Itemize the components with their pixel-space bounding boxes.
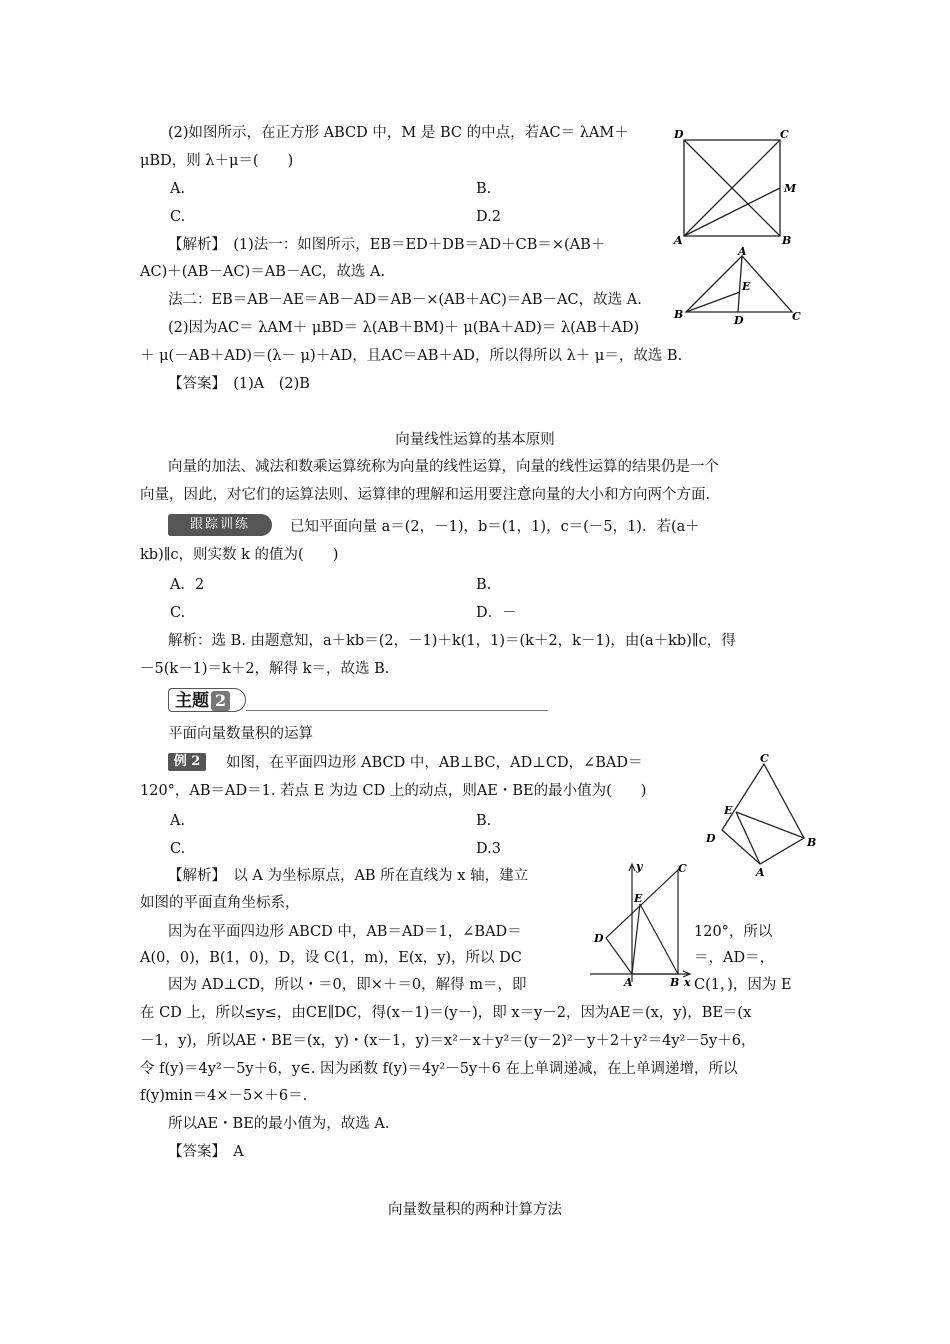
example2-option-b: B. — [476, 813, 492, 829]
label-d: D — [594, 932, 604, 945]
analysis2-line6: 在 CD 上，所以≤y≤，由CE∥DC，得(x－1)＝(y－)，即 x＝y－2，因为AE＝(x，y)，BE＝(x — [140, 1005, 752, 1021]
coordinate-figure — [584, 858, 694, 988]
example2-option-c: C. — [170, 841, 186, 857]
q2-option-b: B. — [476, 181, 492, 197]
q2-option-c: C. — [170, 209, 186, 225]
training-option-b: B. — [476, 577, 492, 593]
label-m: M — [784, 182, 797, 195]
label-c: C — [760, 752, 769, 765]
training-option-a: A．2 — [170, 577, 205, 593]
label-b: B — [674, 308, 684, 321]
label-c: C — [780, 128, 789, 141]
label-a: A — [624, 976, 633, 988]
principle-title: 向量线性运算的基本原则 — [395, 432, 555, 448]
analysis2-line4: A(0，0)，B(1，0)，D，设 C(1，m)，E(x，y)，所以 DC — [140, 950, 522, 966]
label-b: B — [807, 836, 817, 849]
triangle-figure — [668, 246, 808, 328]
training-line1: 已知平面向量 a＝(2，－1)，b＝(1，1)，c＝(－5，1)．若(a＋ — [290, 519, 700, 535]
segment-am — [684, 188, 780, 236]
analysis2-answer: 【答案】 A — [168, 1144, 244, 1160]
analysis2-line5: 因为 AD⊥CD，所以・＝0，即×＋＝0，解得 m＝，即 — [168, 977, 527, 993]
label-d: D — [706, 832, 716, 845]
analysis2-line9: f(y)min＝4×－5×＋6＝. — [140, 1088, 308, 1104]
label-b: B — [670, 976, 680, 988]
topic2-subtitle: 平面向量数量积的运算 — [168, 726, 313, 742]
analysis1-answer: 【答案】 (1)A (2)B — [168, 376, 310, 392]
training-line2: kb)∥c，则实数 k 的值为( ) — [140, 547, 339, 563]
topic2-header — [168, 688, 548, 714]
training-solution-line1: 解析：选 B. 由题意知，a＋kb＝(2，－1)＋k(1，1)＝(k＋2，k－1)，由(a＋kb)∥c，得 — [168, 633, 736, 649]
label-e: E — [634, 892, 643, 905]
training-solution-line2: －5(k－1)＝k＋2，解得 k＝，故选 B. — [140, 661, 390, 677]
analysis2-line2: 如图的平面直角坐标系， — [140, 895, 300, 911]
segment-ae — [632, 904, 640, 974]
training-option-d: D．－ — [476, 605, 517, 621]
topic2-rule — [246, 710, 548, 711]
analysis2-line4-right: ＝，AD＝， — [694, 950, 775, 966]
analysis1-line1: 【解析】 (1)法一：如图所示，EB＝ED＋DB＝AD＋CB＝×(AB＋ — [168, 237, 606, 253]
training-tag: 跟踪训练 — [168, 514, 272, 536]
analysis1-line4: (2)因为AC＝ λAM＋ μBD＝ λ(AB＋BM)＋ μ(BA＋AD)＝ λ(AB＋AD) — [168, 320, 640, 336]
analysis1-line5: ＋ μ(－AB＋AD)＝(λ－ μ)＋AD，且AC＝AB＋AD，所以得所以 λ＋ μ＝，故选 B. — [140, 348, 683, 364]
q2-option-a: A. — [170, 181, 186, 197]
q2-option-d: D.2 — [476, 209, 501, 225]
q2-line1: (2)如图所示，在正方形 ABCD 中，M 是 BC 的中点，若AC＝ λAM＋ — [168, 125, 629, 141]
example2-tag: 例 2 — [168, 753, 206, 771]
footer-title: 向量数量积的两种计算方法 — [388, 1202, 562, 1218]
principle-line2: 向量，因此，对它们的运算法则、运算律的理解和运用要注意向量的大小和方向两个方面. — [140, 487, 711, 503]
example2-line1: 如图，在平面四边形 ABCD 中，AB⊥BC，AD⊥CD，∠BAD＝ — [226, 755, 643, 771]
analysis1-line3: 法二：EB＝AB－AE＝AB－AD＝AB－×(AB＋AC)＝AB－AC，故选 A. — [168, 292, 642, 308]
label-a: A — [738, 246, 747, 258]
segment-be — [640, 904, 678, 974]
label-a: A — [674, 234, 683, 246]
segment-be — [686, 292, 740, 312]
analysis2-line5-right: C(1，)，因为 E — [694, 977, 792, 993]
label-e: E — [724, 804, 733, 817]
quadrilateral-abcd — [722, 764, 804, 864]
label-d: D — [734, 314, 744, 327]
label-e: E — [742, 280, 751, 293]
analysis2-line8: 令 f(y)＝4y²－5y＋6，y∈. 因为函数 f(y)＝4y²－5y＋6 在上单调递减，在上单调递增，所以 — [140, 1061, 738, 1077]
label-x: x — [684, 976, 691, 988]
example2-option-a: A. — [170, 813, 186, 829]
q2-line2: μBD，则 λ＋μ＝( ) — [140, 153, 294, 169]
analysis2-line1: 【解析】 以 A 为坐标原点，AB 所在直线为 x 轴，建立 — [168, 868, 529, 884]
label-a: A — [756, 866, 765, 879]
topic2-label: 主题 — [175, 691, 209, 711]
example2-option-d: D.3 — [476, 841, 501, 857]
quadrilateral-abcd — [606, 870, 678, 974]
analysis1-line2: AC)＋(AB－AC)＝AB－AC，故选 A. — [140, 264, 386, 280]
example2-line2: 120°，AB＝AD＝1. 若点 E 为边 CD 上的动点，则AE・BE的最小值为( ) — [140, 783, 647, 799]
training-option-c: C. — [170, 605, 186, 621]
analysis2-line3: 因为在平面四边形 ABCD 中，AB＝AD＝1，∠BAD＝ — [168, 924, 522, 940]
quadrilateral-figure — [700, 752, 825, 882]
label-d: D — [674, 128, 684, 141]
label-c: C — [792, 310, 801, 323]
square-figure — [672, 126, 802, 246]
analysis2-line3-right: 120°，所以 — [694, 924, 773, 940]
label-b: B — [782, 234, 792, 246]
analysis2-line10: 所以AE・BE的最小值为，故选 A. — [168, 1116, 390, 1132]
label-c: C — [678, 862, 687, 875]
label-y: y — [636, 860, 643, 873]
topic2-box — [168, 688, 246, 712]
principle-line1: 向量的加法、减法和数乘运算统称为向量的线性运算，向量的线性运算的结果仍是一个 — [168, 459, 719, 475]
analysis2-line7: －1，y)，所以AE・BE＝(x，y)・(x－1，y)＝x²－x＋y²＝(y－2)²－y＋2＋y²＝4y²－5y＋6， — [140, 1033, 756, 1049]
topic2-number: 2 — [211, 691, 230, 711]
